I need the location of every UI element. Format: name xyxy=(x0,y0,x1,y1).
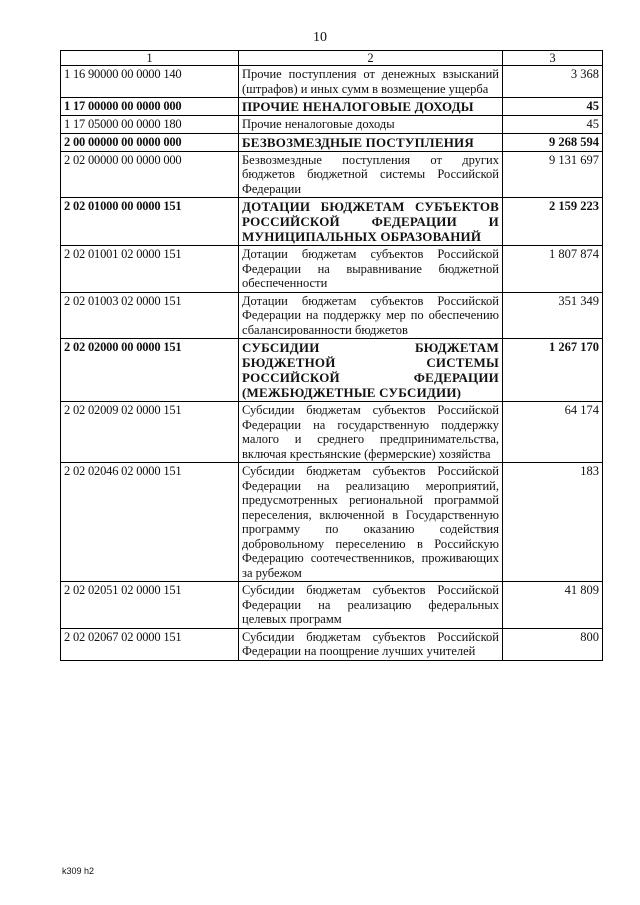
table-row xyxy=(61,198,603,246)
amount-cell: 1 807 874 xyxy=(503,246,603,293)
name-cell: Дотации бюджетам субъектов Российской Федерации на выравнивание бюджетной обеспеченности xyxy=(239,246,503,293)
name-cell: Прочие неналоговые доходы xyxy=(239,116,503,134)
name-cell: Безвозмездные поступления от других бюджетов бюджетной системы Российской Федерации xyxy=(239,151,503,198)
table-row xyxy=(61,133,603,151)
name-cell: БЕЗВОЗМЕЗДНЫЕ ПОСТУПЛЕНИЯ xyxy=(239,133,503,151)
amount-cell: 800 xyxy=(503,628,603,660)
code-cell: 2 02 01001 02 0000 151 xyxy=(61,246,239,293)
amount-cell: 9 131 697 xyxy=(503,151,603,198)
amount-cell: 45 xyxy=(503,116,603,134)
name-cell: Субсидии бюджетам субъектов Российской Федерации на реализацию мероприятий, предусмотренных региональной программой переселения, включенной в Государственную программу по оказанию содействия добровольному переселению в Российскую Федерацию соотечественников, проживающих за рубежом xyxy=(239,463,503,582)
amount-cell: 1 267 170 xyxy=(503,339,603,402)
code-cell: 2 02 02009 02 0000 151 xyxy=(61,402,239,463)
table-row xyxy=(61,246,603,293)
table-row xyxy=(61,582,603,629)
code-cell: 1 16 90000 00 0000 140 xyxy=(61,66,239,98)
table-row xyxy=(61,628,603,660)
code-cell: 2 02 01000 00 0000 151 xyxy=(61,198,239,246)
name-cell: Прочие поступления от денежных взысканий (штрафов) и иных сумм в возмещение ущерба xyxy=(239,66,503,98)
amount-cell: 41 809 xyxy=(503,582,603,629)
table-row xyxy=(61,463,603,582)
code-cell: 2 02 01003 02 0000 151 xyxy=(61,292,239,339)
column-header-name: 2 xyxy=(239,51,503,66)
amount-cell: 2 159 223 xyxy=(503,198,603,246)
amount-cell: 183 xyxy=(503,463,603,582)
table-row xyxy=(61,402,603,463)
amount-cell: 45 xyxy=(503,98,603,116)
amount-cell: 351 349 xyxy=(503,292,603,339)
table-body xyxy=(61,66,603,661)
name-cell: Субсидии бюджетам субъектов Российской Федерации на реализацию федеральных целевых программ xyxy=(239,582,503,629)
name-cell: СУБСИДИИ БЮДЖЕТАМ БЮДЖЕТНОЙ СИСТЕМЫ РОССИЙСКОЙ ФЕДЕРАЦИИ (МЕЖБЮДЖЕТНЫЕ СУБСИДИИ) xyxy=(239,339,503,402)
name-cell: Дотации бюджетам субъектов Российской Федерации на поддержку мер по обеспечению сбалансированности бюджетов xyxy=(239,292,503,339)
column-header-amount: 3 xyxy=(503,51,603,66)
name-cell: ПРОЧИЕ НЕНАЛОГОВЫЕ ДОХОДЫ xyxy=(239,98,503,116)
code-cell: 2 02 02046 02 0000 151 xyxy=(61,463,239,582)
amount-cell: 64 174 xyxy=(503,402,603,463)
table-row xyxy=(61,66,603,98)
table-header-row xyxy=(61,51,603,66)
amount-cell: 3 368 xyxy=(503,66,603,98)
page-number: 10 xyxy=(313,30,327,45)
table-row xyxy=(61,292,603,339)
code-cell: 1 17 00000 00 0000 000 xyxy=(61,98,239,116)
table-row xyxy=(61,339,603,402)
name-cell: ДОТАЦИИ БЮДЖЕТАМ СУБЪЕКТОВ РОССИЙСКОЙ ФЕДЕРАЦИИ И МУНИЦИПАЛЬНЫХ ОБРАЗОВАНИЙ xyxy=(239,198,503,246)
footer-code: k309 h2 xyxy=(62,866,95,876)
table-row xyxy=(61,116,603,134)
table-row xyxy=(61,98,603,116)
name-cell: Субсидии бюджетам субъектов Российской Федерации на государственную поддержку малого и среднего предпринимательства, включая крестьянские (фермерские) хозяйства xyxy=(239,402,503,463)
code-cell: 2 02 00000 00 0000 000 xyxy=(61,151,239,198)
table-row xyxy=(61,151,603,198)
code-cell: 2 02 02000 00 0000 151 xyxy=(61,339,239,402)
name-cell: Субсидии бюджетам субъектов Российской Федерации на поощрение лучших учителей xyxy=(239,628,503,660)
column-header-code: 1 xyxy=(61,51,239,66)
amount-cell: 9 268 594 xyxy=(503,133,603,151)
code-cell: 2 02 02051 02 0000 151 xyxy=(61,582,239,629)
code-cell: 2 02 02067 02 0000 151 xyxy=(61,628,239,660)
code-cell: 1 17 05000 00 0000 180 xyxy=(61,116,239,134)
budget-table xyxy=(60,50,603,661)
code-cell: 2 00 00000 00 0000 000 xyxy=(61,133,239,151)
